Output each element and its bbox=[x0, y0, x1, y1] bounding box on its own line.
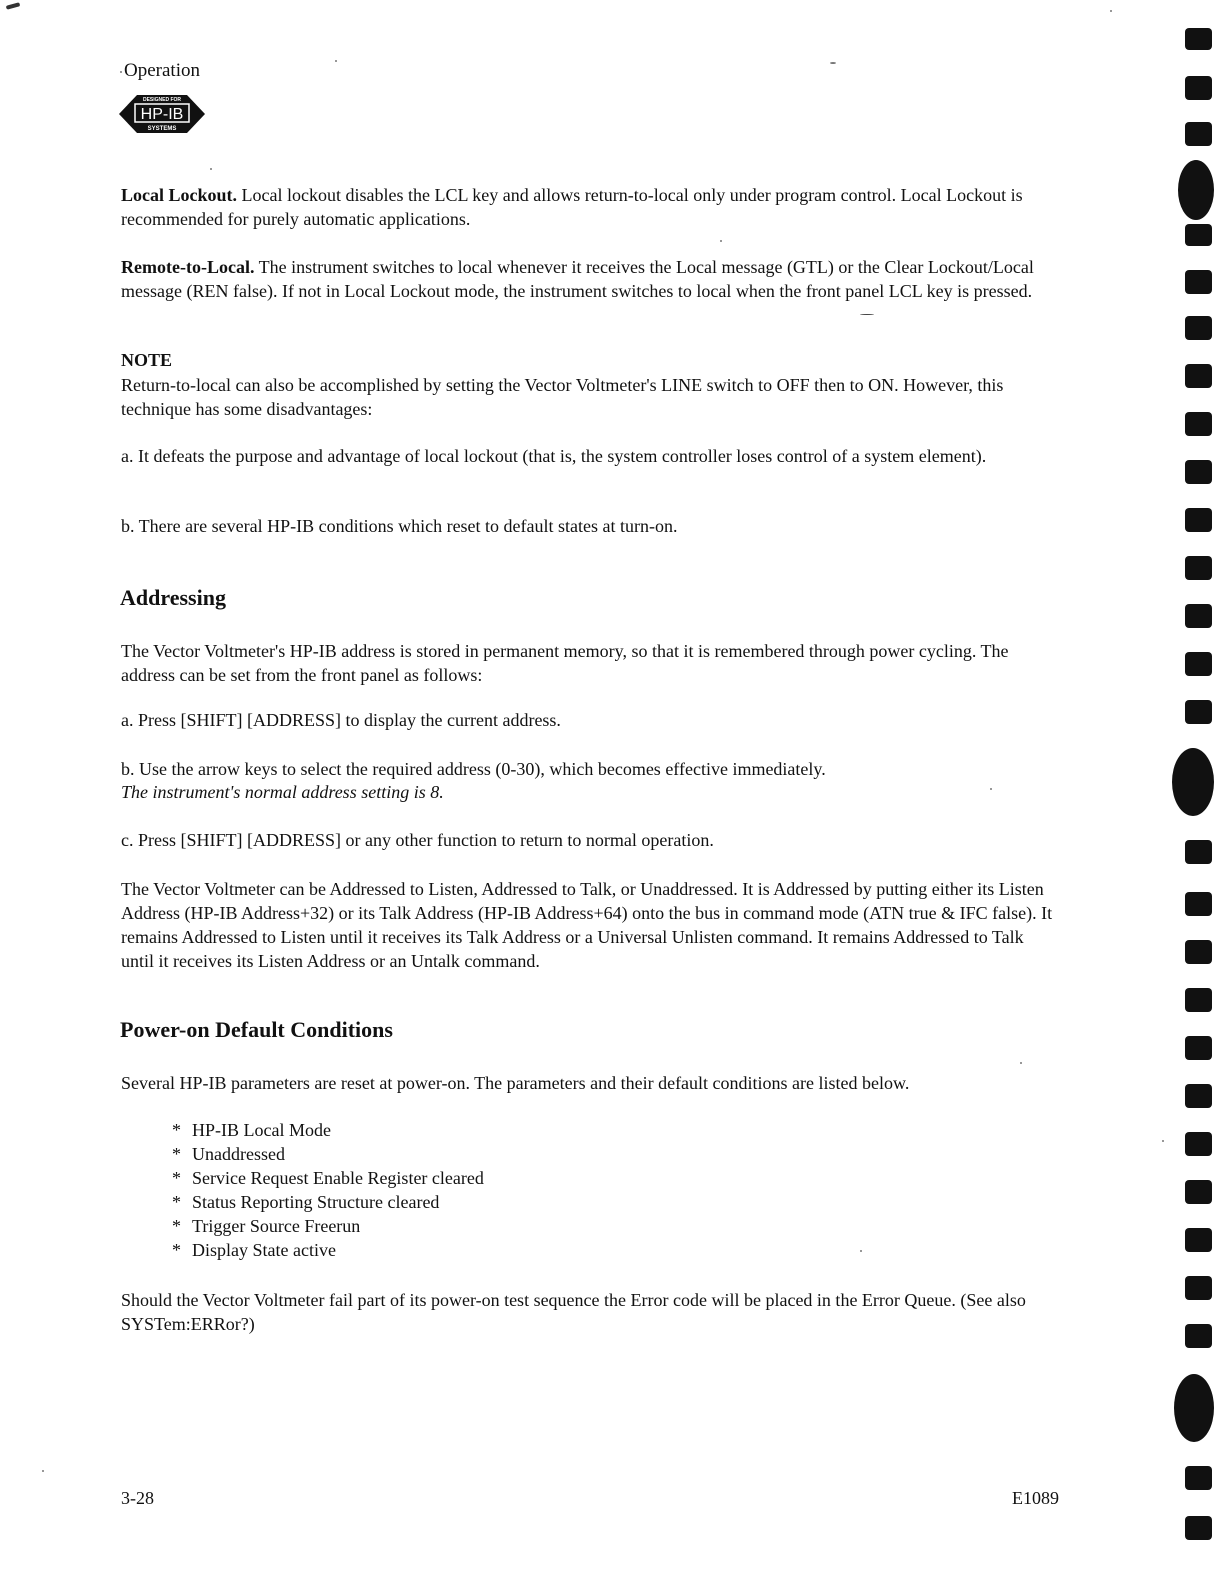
edge-mark bbox=[1185, 270, 1212, 294]
bullet: * bbox=[172, 1120, 181, 1140]
edge-circle bbox=[1178, 160, 1214, 220]
note-item-b: b. There are several HP-IB conditions which reset to default states at turn-on. bbox=[121, 516, 678, 536]
edge-mark bbox=[1185, 1466, 1212, 1490]
list-item-text: Unaddressed bbox=[192, 1144, 285, 1164]
scan-speck bbox=[720, 240, 722, 242]
list-item bbox=[172, 1166, 484, 1190]
edge-mark bbox=[1185, 316, 1212, 340]
scan-speck bbox=[210, 168, 212, 170]
remote-to-local-paragraph bbox=[121, 255, 1061, 303]
edge-mark bbox=[1185, 460, 1212, 484]
model-number: E1089 bbox=[1012, 1488, 1059, 1508]
scan-speck bbox=[1110, 10, 1112, 12]
edge-mark bbox=[1185, 1276, 1212, 1300]
power-on-defaults-list bbox=[172, 1118, 484, 1262]
scan-speck bbox=[6, 2, 21, 9]
list-item-text: Trigger Source Freerun bbox=[192, 1216, 361, 1236]
remote-to-local-text: The instrument switches to local whenever it receives the Local message (GTL) or the Clear Lockout/Local message (REN false). If not in Local Lockout mode, the instrument switches to local when the front panel LCL key is pressed. bbox=[121, 257, 1034, 301]
local-lockout-term: Local Lockout. bbox=[121, 185, 238, 205]
edge-mark bbox=[1185, 364, 1212, 388]
scan-speck bbox=[1020, 1062, 1022, 1064]
page-number: 3-28 bbox=[121, 1488, 154, 1508]
power-on-closing: Should the Vector Voltmeter fail part of its power-on test sequence the Error code will be placed in the Error Queue. (See also SYSTem:ERRor?) bbox=[121, 1290, 1026, 1334]
edge-mark bbox=[1185, 604, 1212, 628]
edge-mark bbox=[1185, 840, 1212, 864]
power-on-intro: Several HP-IB parameters are reset at power-on. The parameters and their default conditions are listed below. bbox=[121, 1073, 910, 1093]
edge-mark bbox=[1185, 988, 1212, 1012]
edge-mark bbox=[1185, 122, 1212, 146]
bullet: * bbox=[172, 1240, 181, 1260]
logo-top-text: DESIGNED FOR bbox=[142, 97, 182, 103]
edge-mark bbox=[1185, 1516, 1212, 1540]
local-lockout-text: Local lockout disables the LCL key and allows return-to-local only under program control. Local Lockout is recommended for purely automatic applications. bbox=[121, 185, 1023, 229]
addressing-step-c: c. Press [SHIFT] [ADDRESS] or any other function to return to normal operation. bbox=[121, 830, 714, 850]
scan-speck bbox=[830, 62, 836, 64]
bullet: * bbox=[172, 1216, 181, 1236]
local-lockout-paragraph bbox=[121, 183, 1061, 231]
note-text: Return-to-local can also be accomplished by setting the Vector Voltmeter's LINE switch to OFF then to ON. However, this technique has some disadvantages: bbox=[121, 375, 1004, 419]
list-item-text: Service Request Enable Register cleared bbox=[192, 1168, 484, 1188]
edge-mark bbox=[1185, 1228, 1212, 1252]
edge-mark bbox=[1185, 940, 1212, 964]
list-item bbox=[172, 1142, 484, 1166]
edge-mark bbox=[1185, 224, 1212, 246]
remote-to-local-term: Remote-to-Local. bbox=[121, 257, 255, 277]
list-item-text: Display State active bbox=[192, 1240, 336, 1260]
list-item bbox=[172, 1214, 484, 1238]
scan-speck bbox=[860, 1250, 862, 1252]
edge-mark bbox=[1185, 652, 1212, 676]
note-item-a: a. It defeats the purpose and advantage of local lockout (that is, the system controller loses control of a system element). bbox=[121, 446, 987, 466]
section-label: Operation bbox=[124, 60, 200, 81]
scan-speck bbox=[990, 788, 992, 790]
edge-mark bbox=[1185, 700, 1212, 724]
edge-mark bbox=[1185, 1324, 1212, 1348]
addressing-heading: Addressing bbox=[120, 585, 226, 610]
logo-main-text: HP-IB bbox=[140, 106, 184, 123]
scan-speck bbox=[42, 1470, 44, 1472]
list-item-text: HP-IB Local Mode bbox=[192, 1120, 331, 1140]
note-title: NOTE bbox=[121, 350, 173, 370]
edge-mark bbox=[1185, 1084, 1212, 1108]
addressing-step-b-note: The instrument's normal address setting is 8. bbox=[121, 782, 444, 802]
scan-speck bbox=[335, 60, 337, 62]
addressing-intro: The Vector Voltmeter's HP-IB address is stored in permanent memory, so that it is remembered through power cycling. The address can be set from the front panel as follows: bbox=[121, 641, 1009, 685]
scan-speck bbox=[1162, 1140, 1164, 1142]
edge-circle bbox=[1174, 1374, 1214, 1442]
edge-mark bbox=[1185, 1036, 1212, 1060]
addressing-details: The Vector Voltmeter can be Addressed to Listen, Addressed to Talk, or Unaddressed. It is Addressed by putting either its Listen Address (HP-IB Address+32) or its Talk Address (HP-IB Address+64) onto the bus in command mode (ATN true & IFC false). It remains Addressed to Listen until it receives its Talk Address or a Universal Unlisten command. It remains Addressed to Talk until it receives its Listen Address or an Untalk command. bbox=[121, 879, 1053, 971]
list-item bbox=[172, 1118, 484, 1142]
logo-bottom-text: SYSTEMS bbox=[147, 126, 177, 132]
power-on-heading: Power-on Default Conditions bbox=[120, 1017, 393, 1042]
edge-mark bbox=[1185, 76, 1212, 100]
list-item bbox=[172, 1190, 484, 1214]
edge-mark bbox=[1185, 412, 1212, 436]
bullet: * bbox=[172, 1192, 181, 1212]
list-item bbox=[172, 1238, 484, 1262]
scan-speck bbox=[860, 314, 874, 315]
edge-mark bbox=[1185, 556, 1212, 580]
bullet: * bbox=[172, 1168, 181, 1188]
hp-ib-logo bbox=[117, 90, 207, 138]
edge-mark bbox=[1185, 892, 1212, 916]
edge-mark bbox=[1185, 508, 1212, 532]
scan-speck bbox=[120, 71, 122, 73]
edge-mark bbox=[1185, 28, 1212, 50]
addressing-step-b: b. Use the arrow keys to select the required address (0-30), which becomes effective immediately. bbox=[121, 759, 826, 779]
edge-mark bbox=[1185, 1132, 1212, 1156]
list-item-text: Status Reporting Structure cleared bbox=[192, 1192, 440, 1212]
edge-circle bbox=[1172, 748, 1214, 816]
bullet: * bbox=[172, 1144, 181, 1164]
addressing-step-a: a. Press [SHIFT] [ADDRESS] to display the current address. bbox=[121, 710, 561, 730]
edge-mark bbox=[1185, 1180, 1212, 1204]
